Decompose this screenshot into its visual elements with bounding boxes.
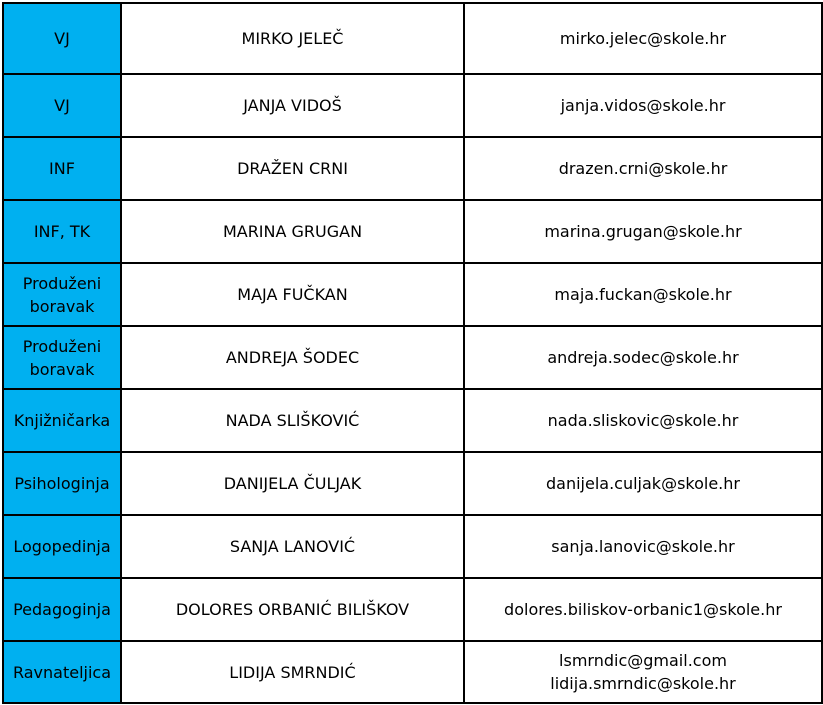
role-cell: Produženi boravak [3, 263, 121, 326]
role-cell: INF [3, 137, 121, 200]
email-cell [464, 641, 822, 703]
table-row [3, 263, 822, 326]
staff-table-body [3, 3, 822, 703]
table-row [3, 74, 822, 137]
name-cell: LIDIJA SMRNDIĆ [121, 641, 464, 703]
table-row [3, 641, 822, 703]
email-cell [464, 200, 822, 263]
email-cell [464, 389, 822, 452]
table-row [3, 137, 822, 200]
email-link[interactable]: lsmrndic@gmail.com [559, 651, 727, 670]
name-cell: MIRKO JELEČ [121, 3, 464, 74]
role-cell: Pedagoginja [3, 578, 121, 641]
role-cell: INF, TK [3, 200, 121, 263]
email-cell [464, 578, 822, 641]
name-cell: ANDREJA ŠODEC [121, 326, 464, 389]
email-link[interactable]: mirko.jelec@skole.hr [559, 29, 727, 48]
email-link[interactable]: sanja.lanovic@skole.hr [551, 537, 735, 556]
role-cell: Logopedinja [3, 515, 121, 578]
email-link[interactable]: janja.vidos@skole.hr [560, 96, 726, 115]
email-link[interactable]: dolores.biliskov-orbanic1@skole.hr [504, 600, 782, 619]
staff-contact-table [2, 2, 823, 704]
role-cell: Ravnateljica [3, 641, 121, 703]
table-row [3, 578, 822, 641]
table-row [3, 515, 822, 578]
email-link[interactable]: danijela.culjak@skole.hr [546, 474, 740, 493]
name-cell: DOLORES ORBANIĆ BILIŠKOV [121, 578, 464, 641]
email-link[interactable]: andreja.sodec@skole.hr [547, 348, 739, 367]
email-cell [464, 452, 822, 515]
table-row [3, 326, 822, 389]
table-row [3, 200, 822, 263]
email-cell [464, 515, 822, 578]
name-cell: DANIJELA ČULJAK [121, 452, 464, 515]
name-cell: NADA SLIŠKOVIĆ [121, 389, 464, 452]
table-row [3, 452, 822, 515]
role-cell: VJ [3, 74, 121, 137]
email-link[interactable]: nada.sliskovic@skole.hr [547, 411, 739, 430]
email-link[interactable]: maja.fuckan@skole.hr [554, 285, 732, 304]
role-cell: Produženi boravak [3, 326, 121, 389]
email-cell [464, 3, 822, 74]
role-cell: Knjižničarka [3, 389, 121, 452]
table-row [3, 389, 822, 452]
role-cell: VJ [3, 3, 121, 74]
table-row [3, 3, 822, 74]
name-cell: SANJA LANOVIĆ [121, 515, 464, 578]
email-cell [464, 137, 822, 200]
email-cell [464, 263, 822, 326]
role-cell: Psihologinja [3, 452, 121, 515]
email-cell [464, 74, 822, 137]
email-link[interactable]: drazen.crni@skole.hr [558, 159, 728, 178]
name-cell: JANJA VIDOŠ [121, 74, 464, 137]
email-link[interactable]: marina.grugan@skole.hr [544, 222, 742, 241]
email-link[interactable]: lidija.smrndic@skole.hr [550, 674, 736, 693]
email-cell [464, 326, 822, 389]
name-cell: MAJA FUČKAN [121, 263, 464, 326]
name-cell: MARINA GRUGAN [121, 200, 464, 263]
name-cell: DRAŽEN CRNI [121, 137, 464, 200]
